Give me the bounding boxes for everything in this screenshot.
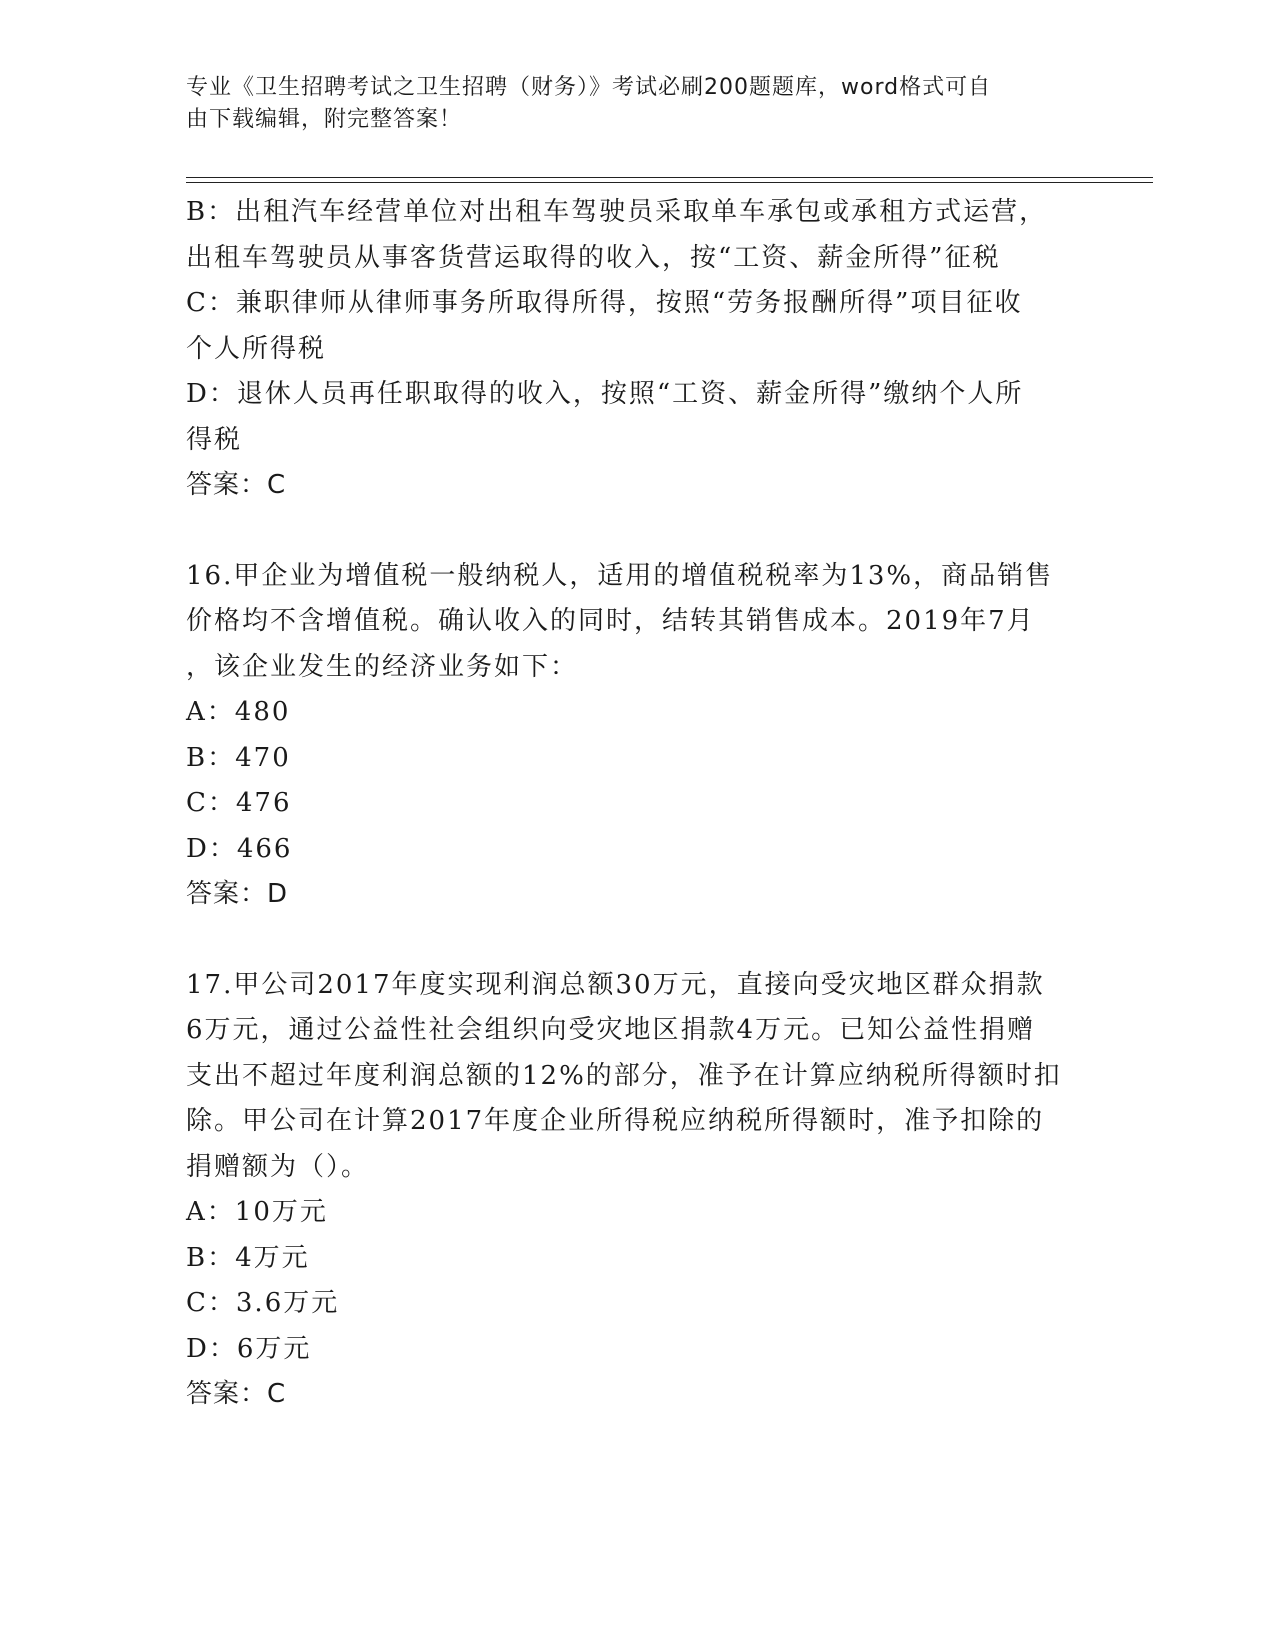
question-17-stem-line-2: 6万元，通过公益性社会组织向受灾地区捐款4万元。已知公益性捐赠 xyxy=(186,1015,1036,1045)
question-16-stem-line-2: 价格均不含增值税。确认收入的同时，结转其销售成本。2019年7月 xyxy=(186,606,1035,636)
question-16-option-a: A：480 xyxy=(186,697,291,727)
question-17-stem-line-3: 支出不超过年度利润总额的12%的部分，准予在计算应纳税所得额时扣 xyxy=(186,1060,1062,1091)
document-header xyxy=(186,72,1086,136)
question-17-stem-line-4: 除。甲公司在计算2017年度企业所得税应纳税所得额时，准予扣除的 xyxy=(186,1106,1045,1136)
question-17-stem-line-5: 捐赠额为（）。 xyxy=(186,1151,370,1182)
question-16-stem-line-3: ，该企业发生的经济业务如下： xyxy=(186,651,579,682)
question-16-option-c: C：476 xyxy=(186,788,292,818)
question-16-option-d: D：466 xyxy=(186,833,293,864)
question-17-option-b: B：4万元 xyxy=(186,1242,310,1273)
question-16-answer: 答案：D xyxy=(186,879,289,909)
header-divider-top xyxy=(186,177,1153,178)
header-line-2: 由下载编辑，附完整答案！ xyxy=(186,107,463,132)
option-d-line-1: D：退休人员再任职取得的收入，按照“工资、薪金所得”缴纳个人所 xyxy=(186,379,1024,409)
header-line-1: 专业《卫生招聘考试之卫生招聘（财务）》考试必刷200题题库，word格式可自 xyxy=(186,75,992,100)
question-17-option-d: D：6万元 xyxy=(186,1333,312,1364)
option-c-line-2: 个人所得税 xyxy=(186,333,327,364)
header-divider-bottom xyxy=(186,182,1153,183)
option-d-line-2: 得税 xyxy=(186,424,243,455)
question-17-block xyxy=(186,963,1086,1418)
document-body xyxy=(186,190,1086,1418)
previous-question-block xyxy=(186,190,1086,509)
spacer xyxy=(186,509,1086,554)
spacer xyxy=(186,918,1086,963)
answer-text: 答案：C xyxy=(186,470,287,500)
question-16-block xyxy=(186,554,1086,918)
question-16-stem-line-1: 16.甲企业为增值税一般纳税人，适用的增值税税率为13%，商品销售 xyxy=(186,560,1054,591)
question-17-answer: 答案：C xyxy=(186,1379,287,1409)
option-c-line-1: C：兼职律师从律师事务所取得所得，按照“劳务报酬所得”项目征收 xyxy=(186,288,1023,318)
question-16-option-b: B：470 xyxy=(186,742,291,773)
option-b-line-2: 出租车驾驶员从事客货营运取得的收入，按“工资、薪金所得”征税 xyxy=(186,242,1001,273)
question-17-stem-line-1: 17.甲公司2017年度实现利润总额30万元，直接向受灾地区群众捐款 xyxy=(186,969,1045,1000)
option-b-line-1: B：出租汽车经营单位对出租车驾驶员采取单车承包或承租方式运营， xyxy=(186,197,1048,227)
question-17-option-a: A：10万元 xyxy=(186,1197,328,1227)
question-17-option-c: C：3.6万元 xyxy=(186,1288,340,1318)
